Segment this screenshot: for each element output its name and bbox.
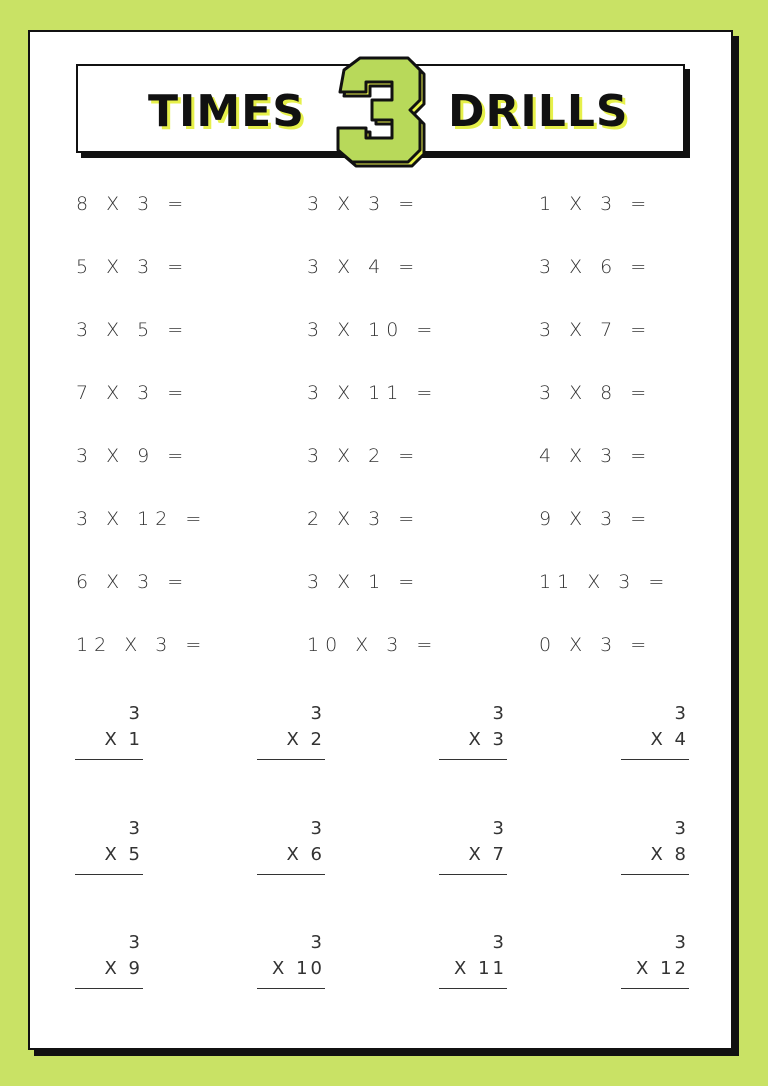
answer-line [257, 759, 325, 760]
vertical-problem-multiplier: X 10 [272, 958, 325, 979]
vertical-problem-multiplier: X 9 [104, 958, 143, 979]
vertical-problem [257, 703, 327, 783]
vertical-problem-multiplier: X 11 [454, 958, 507, 979]
equation-item: 3 X 2 = [307, 445, 421, 467]
equation-item: 3 X 9 = [76, 445, 190, 467]
vertical-problem-multiplicand: 3 [492, 703, 507, 724]
equation-item: 1 X 3 = [539, 193, 653, 215]
vertical-problem-multiplier: X 5 [104, 844, 143, 865]
vertical-problem [75, 932, 145, 1012]
vertical-problem-multiplicand: 3 [310, 703, 325, 724]
vertical-problem [621, 818, 691, 898]
big-three-digit [330, 52, 426, 170]
equation-item: 4 X 3 = [539, 445, 653, 467]
vertical-problem [75, 703, 145, 783]
answer-line [439, 988, 507, 989]
vertical-problem-multiplicand: 3 [310, 818, 325, 839]
vertical-problem-multiplier: X 8 [650, 844, 689, 865]
vertical-problem-multiplicand: 3 [128, 818, 143, 839]
vertical-problem-multiplier: X 7 [468, 844, 507, 865]
equation-item: 10 X 3 = [307, 634, 439, 656]
equation-item: 3 X 5 = [76, 319, 190, 341]
vertical-problem-multiplicand: 3 [310, 932, 325, 953]
equation-item: 3 X 3 = [307, 193, 421, 215]
answer-line [621, 988, 689, 989]
answer-line [75, 874, 143, 875]
equation-item: 5 X 3 = [76, 256, 190, 278]
vertical-problem-multiplicand: 3 [674, 932, 689, 953]
vertical-problem-multiplier: X 2 [286, 729, 325, 750]
answer-line [439, 759, 507, 760]
vertical-problem [257, 818, 327, 898]
vertical-problem-multiplier: X 4 [650, 729, 689, 750]
answer-line [75, 988, 143, 989]
vertical-problem-multiplicand: 3 [674, 818, 689, 839]
answer-line [621, 874, 689, 875]
vertical-problem-multiplicand: 3 [674, 703, 689, 724]
equation-item: 3 X 10 = [307, 319, 439, 341]
vertical-problem-multiplicand: 3 [492, 932, 507, 953]
big-digit-label: 3 [377, 122, 379, 123]
equation-item: 7 X 3 = [76, 382, 190, 404]
vertical-problem [75, 818, 145, 898]
equation-item: 8 X 3 = [76, 193, 190, 215]
equation-item: 3 X 11 = [307, 382, 439, 404]
equation-item: 3 X 4 = [307, 256, 421, 278]
vertical-problem [439, 818, 509, 898]
equation-item: 12 X 3 = [76, 634, 208, 656]
title-left-word: TIMES [148, 86, 305, 137]
equation-item: 9 X 3 = [539, 508, 653, 530]
equation-item: 3 X 12 = [76, 508, 208, 530]
vertical-problem-multiplier: X 3 [468, 729, 507, 750]
equation-item: 3 X 1 = [307, 571, 421, 593]
vertical-problem-multiplicand: 3 [128, 932, 143, 953]
vertical-problem [621, 703, 691, 783]
vertical-problem-multiplier: X 6 [286, 844, 325, 865]
equation-item: 3 X 8 = [539, 382, 653, 404]
equation-item: 6 X 3 = [76, 571, 190, 593]
vertical-problem [439, 703, 509, 783]
vertical-problem-multiplier: X 12 [636, 958, 689, 979]
equation-item: 3 X 7 = [539, 319, 653, 341]
answer-line [621, 759, 689, 760]
answer-line [75, 759, 143, 760]
equation-item: 11 X 3 = [539, 571, 671, 593]
title-right-word: DRILLS [448, 86, 629, 137]
vertical-problem-multiplicand: 3 [128, 703, 143, 724]
vertical-problem-multiplicand: 3 [492, 818, 507, 839]
vertical-problem [621, 932, 691, 1012]
vertical-problem [257, 932, 327, 1012]
equation-item: 0 X 3 = [539, 634, 653, 656]
vertical-problem-multiplier: X 1 [104, 729, 143, 750]
answer-line [257, 988, 325, 989]
equation-item: 2 X 3 = [307, 508, 421, 530]
equation-item: 3 X 6 = [539, 256, 653, 278]
answer-line [257, 874, 325, 875]
vertical-problem [439, 932, 509, 1012]
answer-line [439, 874, 507, 875]
